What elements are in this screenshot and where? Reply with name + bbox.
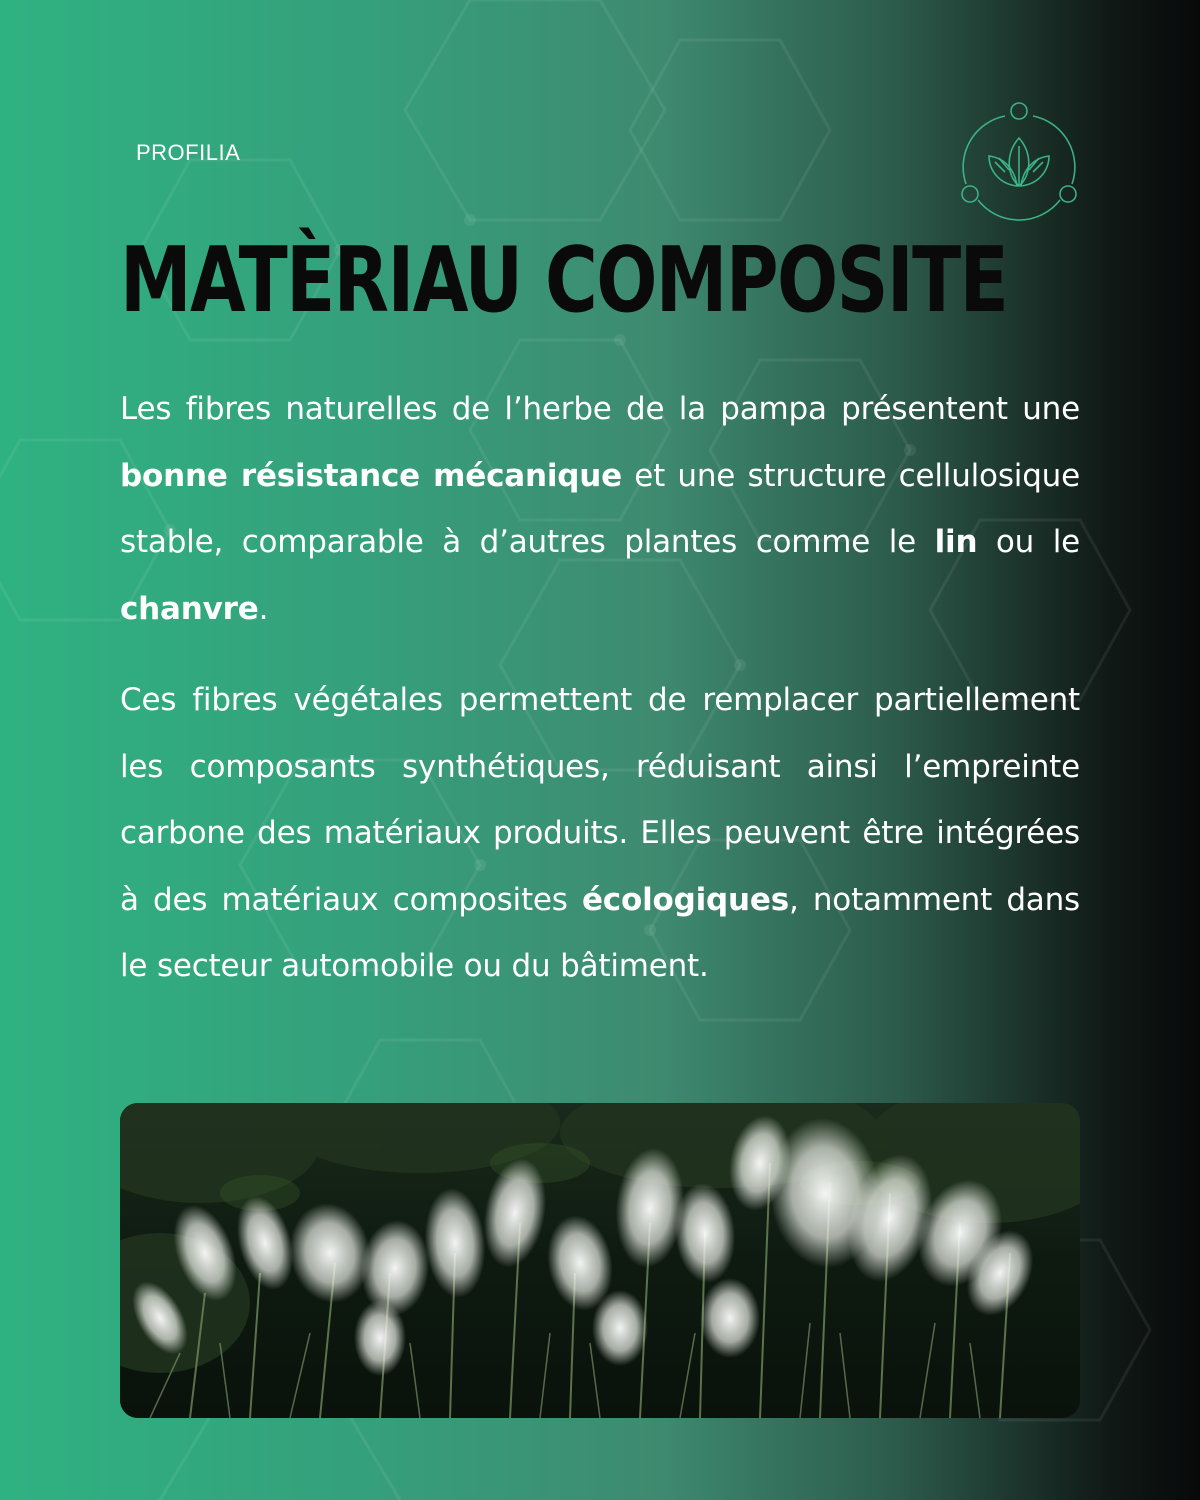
leaf-cycle-icon <box>955 98 1083 226</box>
highlight-lin: lin <box>934 524 978 560</box>
highlight-resistance: bonne résistance mécanique <box>120 457 622 494</box>
body-text <box>120 376 1080 1000</box>
highlight-chanvre: chanvre <box>120 590 259 627</box>
paragraph-mechanical: Les fibres naturelles de l’herbe de la pampa présentent une bonne résistance mécanique et une structure cellulosique stable, comparable à d’autres plantes comme le lin ou le chanvre. <box>120 391 1080 627</box>
paragraph-ecological: Ces fibres végétales permettent de remplacer partiellement les composants synthétiques, réduisant ainsi l’empreinte carbone des matériaux produits. Elles peuvent être intégrées à des matériaux composites écologiques, notamment dans le secteur automobile ou du bâtiment. <box>120 682 1080 984</box>
highlight-ecologiques: écologiques <box>581 881 789 918</box>
page-title: MATÈRIAU COMPOSITE <box>120 228 1008 333</box>
pampas-grass-photo <box>120 1103 1080 1418</box>
brand-name: PROFILIA <box>136 140 241 165</box>
